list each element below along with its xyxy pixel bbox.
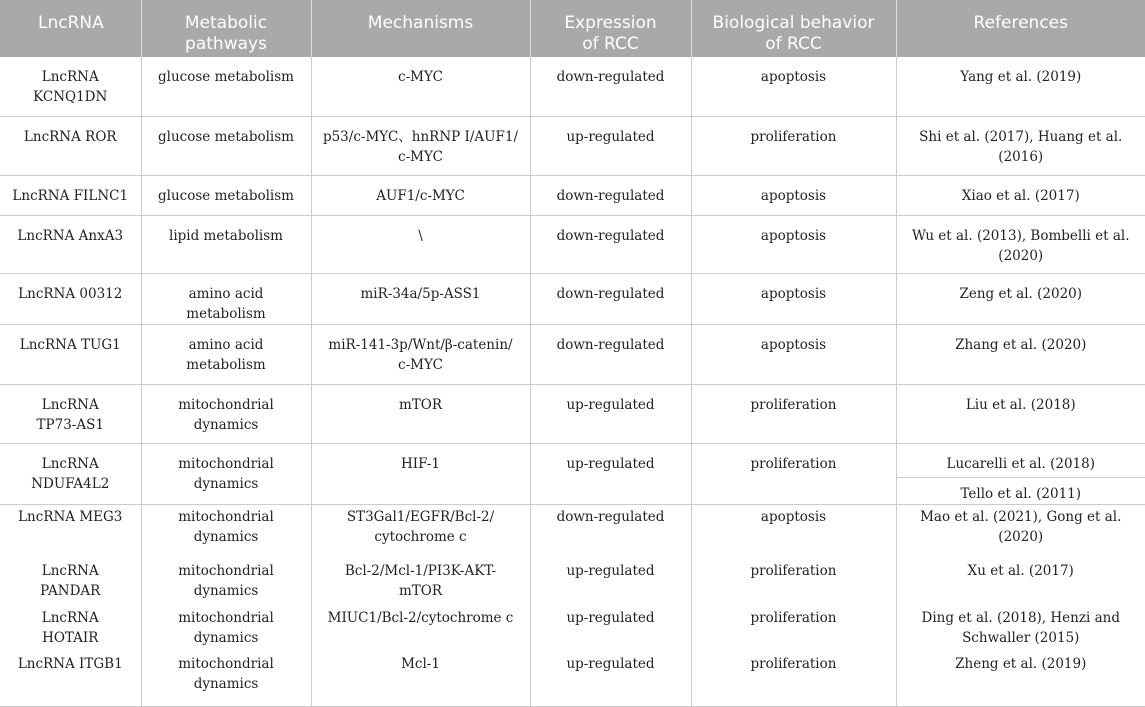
cell-expression: down-regulated	[530, 57, 691, 116]
cell-mechanism: mTOR	[311, 384, 530, 443]
cell-behavior: proliferation	[691, 559, 896, 606]
header-metabolic-pathways: Metabolic pathways	[141, 0, 311, 57]
cell-reference: Shi et al. (2017), Huang et al. (2016)	[896, 116, 1145, 175]
cell-expression: up-regulated	[530, 116, 691, 175]
table-row	[0, 57, 1145, 116]
cell-mechanism: p53/c-MYC、hnRNP I/AUF1/ c-MYC	[311, 116, 530, 175]
cell-reference	[896, 443, 1145, 504]
reference-primary: Lucarelli et al. (2018)	[897, 444, 1145, 478]
cell-expression: down-regulated	[530, 175, 691, 215]
cell-reference: Wu et al. (2013), Bombelli et al. (2020)	[896, 215, 1145, 273]
cell-pathway: amino acid metabolism	[141, 273, 311, 324]
cell-lncrna: LncRNA ROR	[0, 116, 141, 175]
table-row	[0, 324, 1145, 384]
cell-expression: up-regulated	[530, 384, 691, 443]
reference-secondary: Tello et al. (2011)	[897, 478, 1145, 504]
cell-mechanism: c-MYC	[311, 57, 530, 116]
cell-lncrna: LncRNA FILNC1	[0, 175, 141, 215]
cell-lncrna: LncRNA HOTAIR	[0, 606, 141, 652]
cell-mechanism: HIF-1	[311, 443, 530, 504]
cell-reference: Xiao et al. (2017)	[896, 175, 1145, 215]
cell-mechanism: Bcl-2/Mcl-1/PI3K-AKT- mTOR	[311, 559, 530, 606]
cell-pathway: glucose metabolism	[141, 116, 311, 175]
cell-pathway: mitochondrial dynamics	[141, 443, 311, 504]
cell-pathway: glucose metabolism	[141, 175, 311, 215]
cell-pathway: mitochondrial dynamics	[141, 384, 311, 443]
cell-mechanism: \	[311, 215, 530, 273]
cell-pathway: amino acid metabolism	[141, 324, 311, 384]
table-row	[0, 559, 1145, 606]
cell-reference: Zheng et al. (2019)	[896, 652, 1145, 706]
cell-lncrna: LncRNA ITGB1	[0, 652, 141, 706]
table-row	[0, 116, 1145, 175]
header-expression: Expression of RCC	[530, 0, 691, 57]
table-row	[0, 175, 1145, 215]
cell-behavior: proliferation	[691, 116, 896, 175]
cell-reference: Xu et al. (2017)	[896, 559, 1145, 606]
cell-lncrna: LncRNA TP73-AS1	[0, 384, 141, 443]
cell-pathway: mitochondrial dynamics	[141, 559, 311, 606]
header-mechanisms: Mechanisms	[311, 0, 530, 57]
cell-mechanism: MIUC1/Bcl-2/cytochrome c	[311, 606, 530, 652]
cell-reference: Liu et al. (2018)	[896, 384, 1145, 443]
cell-behavior: apoptosis	[691, 504, 896, 559]
cell-reference: Zhang et al. (2020)	[896, 324, 1145, 384]
cell-pathway: glucose metabolism	[141, 57, 311, 116]
cell-behavior: apoptosis	[691, 324, 896, 384]
cell-reference: Mao et al. (2021), Gong et al. (2020)	[896, 504, 1145, 559]
cell-behavior: proliferation	[691, 606, 896, 652]
cell-lncrna: LncRNA AnxA3	[0, 215, 141, 273]
cell-mechanism: AUF1/c-MYC	[311, 175, 530, 215]
header-row	[0, 0, 1145, 57]
cell-expression: down-regulated	[530, 324, 691, 384]
cell-pathway: mitochondrial dynamics	[141, 606, 311, 652]
cell-lncrna: LncRNA KCNQ1DN	[0, 57, 141, 116]
cell-behavior: apoptosis	[691, 215, 896, 273]
cell-pathway: mitochondrial dynamics	[141, 504, 311, 559]
cell-behavior: proliferation	[691, 384, 896, 443]
cell-pathway: mitochondrial dynamics	[141, 652, 311, 706]
cell-lncrna: LncRNA NDUFA4L2	[0, 443, 141, 504]
cell-mechanism: ST3Gal1/EGFR/Bcl-2/ cytochrome c	[311, 504, 530, 559]
cell-behavior: apoptosis	[691, 273, 896, 324]
cell-reference: Zeng et al. (2020)	[896, 273, 1145, 324]
cell-mechanism: miR-34a/5p-ASS1	[311, 273, 530, 324]
header-references: References	[896, 0, 1145, 57]
cell-expression: up-regulated	[530, 443, 691, 504]
cell-pathway: lipid metabolism	[141, 215, 311, 273]
table-row	[0, 652, 1145, 706]
cell-lncrna: LncRNA 00312	[0, 273, 141, 324]
table-row	[0, 215, 1145, 273]
cell-lncrna: LncRNA TUG1	[0, 324, 141, 384]
cell-lncrna: LncRNA PANDAR	[0, 559, 141, 606]
cell-expression: up-regulated	[530, 559, 691, 606]
table-row	[0, 384, 1145, 443]
cell-lncrna: LncRNA MEG3	[0, 504, 141, 559]
table-row	[0, 606, 1145, 652]
cell-mechanism: Mcl-1	[311, 652, 530, 706]
header-lncrna: LncRNA	[0, 0, 141, 57]
cell-expression: down-regulated	[530, 504, 691, 559]
header-biological-behavior: Biological behavior of RCC	[691, 0, 896, 57]
table-row	[0, 443, 1145, 504]
cell-reference: Yang et al. (2019)	[896, 57, 1145, 116]
cell-behavior: proliferation	[691, 443, 896, 504]
cell-mechanism: miR-141-3p/Wnt/β-catenin/ c-MYC	[311, 324, 530, 384]
table-row	[0, 273, 1145, 324]
cell-behavior: apoptosis	[691, 57, 896, 116]
cell-expression: down-regulated	[530, 215, 691, 273]
cell-expression: up-regulated	[530, 652, 691, 706]
cell-behavior: apoptosis	[691, 175, 896, 215]
cell-reference: Ding et al. (2018), Henzi and Schwaller (2015)	[896, 606, 1145, 652]
cell-behavior: proliferation	[691, 652, 896, 706]
table-row	[0, 504, 1145, 559]
cell-expression: up-regulated	[530, 606, 691, 652]
cell-expression: down-regulated	[530, 273, 691, 324]
